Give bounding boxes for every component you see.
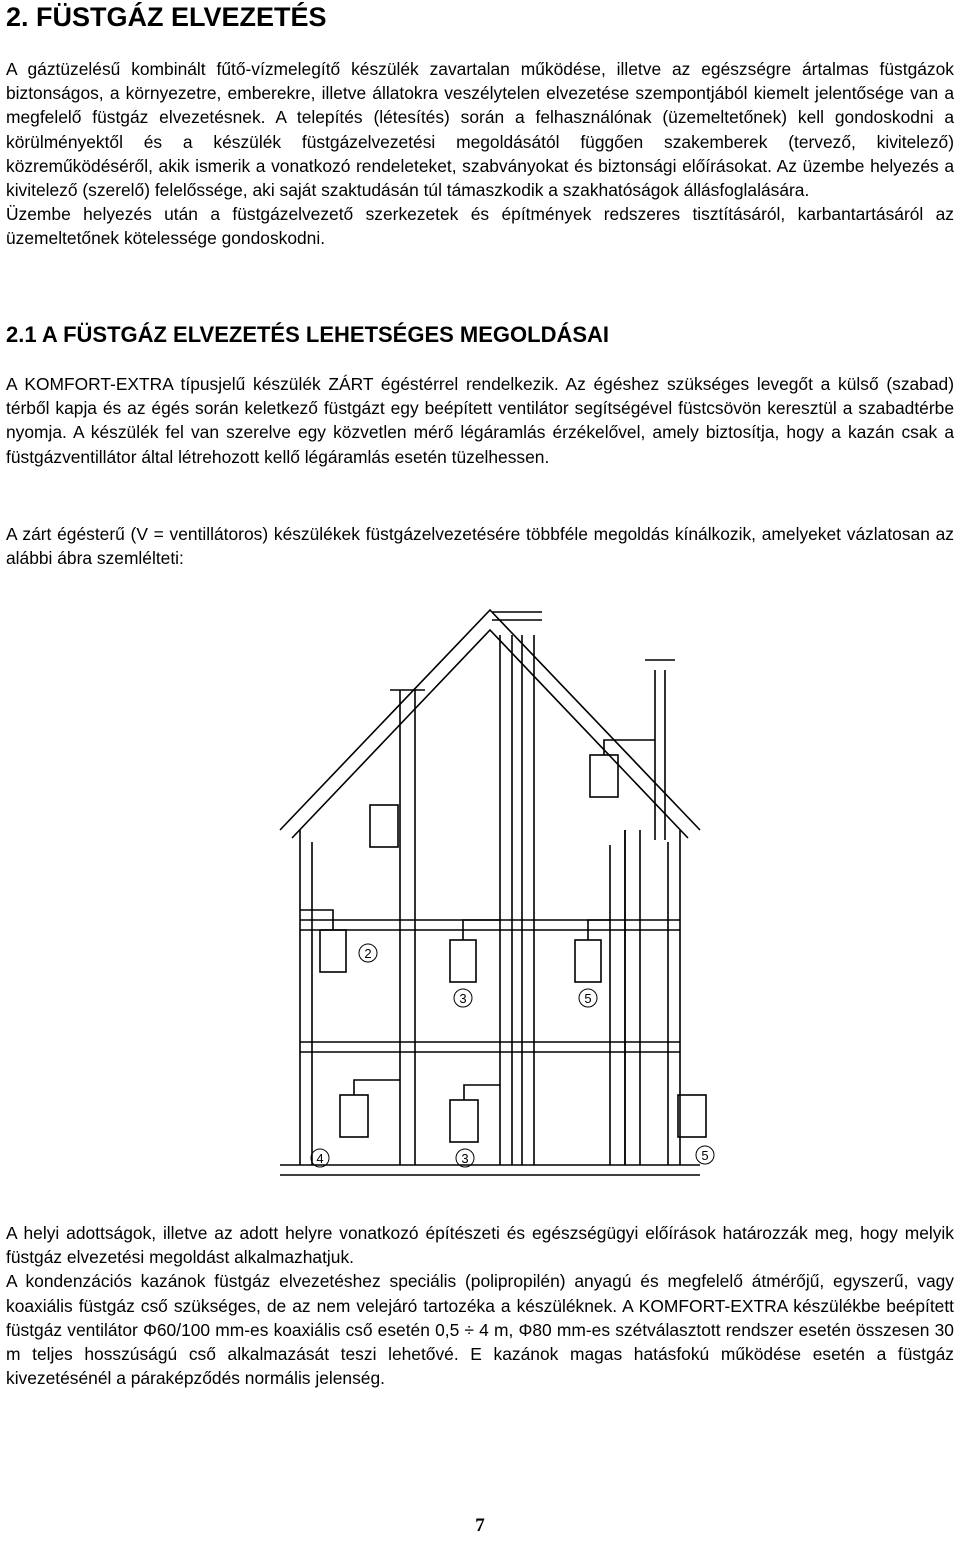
boiler-5: [590, 755, 618, 797]
boiler-8: [678, 1095, 706, 1137]
closed-combustion-sentence-3: A készülék fel van szerelve egy közvetlen mérő légáramlás érzékelővel, amely biztosítja, hogy a kazán csak a füstgázventillátor által létrehozott kellő légáramlás esetén tüzelhessen.: [6, 422, 955, 467]
boiler-2: [320, 930, 346, 972]
diameter-symbol-2: Φ: [518, 1319, 533, 1340]
boiler-3: [450, 940, 476, 982]
boiler-1: [370, 805, 398, 847]
label-2: 2: [364, 946, 372, 961]
condensing-text-c: 80 mm-es szétválasztott rendszer esetén összesen 30 m teljes hosszúságú cső alkalmazását teszi lehetővé. E kazánok magas hatásfokú működése esetén a füstgáz kivezetésénél a páraképződés normális jelenség.: [6, 1319, 954, 1389]
closed-combustion-paragraph: [6, 372, 954, 469]
intro-sentence-1: A gáztüzelésű kombinált fűtő-vízmelegítő készülék zavartalan működése, illetve az egészségre ártalmas füstgázok biztonságos, a környezetre, emberekre, illetve állatokra veszélytelen elvezetése szempontjából kiemelt jelentősége van a megfelelő füstgáz elvezetésnek.: [6, 59, 954, 128]
chimney-center: [500, 635, 534, 1165]
closed-combustion-sentence-2: Az égéshez szükséges levegőt a külső (szabad) térből kapja és az égés során keletkező füstgázt egy beépített ventilátor segítségével füstcsövön keresztül a szabadtérbe nyomja.: [6, 374, 954, 443]
terminal-caps: [390, 612, 675, 690]
condensing-text-b: 60/100 mm-es koaxiális cső esetén 0,5 ÷ 4 m,: [156, 1319, 519, 1340]
label-3b: 3: [461, 1151, 469, 1166]
chimney-mid-right: [610, 830, 625, 1165]
boiler-6: [340, 1095, 368, 1137]
diameter-symbol-1: Φ: [143, 1319, 157, 1340]
house-walls: [300, 830, 680, 1165]
closed-combustion-sentence-1: A KOMFORT-EXTRA típusjelű készülék ZÁRT égéstérrel rendelkezik.: [6, 374, 559, 394]
solutions-intro-paragraph: A zárt égésterű (V = ventillátoros) készülékek füstgázelvezetésére többféle megoldás kínálkozik, amelyeket vázlatosan az alábbi ábra szemlélteti:: [6, 524, 954, 569]
label-4: 4: [316, 1151, 324, 1166]
roof-outline: [280, 610, 700, 838]
chimney-right: [625, 670, 665, 1165]
flue-solutions-figure: [260, 590, 730, 1190]
intro-sentence-2: A telepítés (létesítés) során a felhasználónak (üzemeltetőnek) kell gondoskodni a körülményektől és a készülék füstgázelvezetési megoldásától függően szakemberek (tervező, kivitelező) közreműködéséről, akik ismerik a vonatkozó rendeleteket, szabványokat és biztonsági előírásokat.: [6, 107, 955, 176]
label-3: 3: [459, 991, 467, 1006]
section-title: 2. FÜSTGÁZ ELVEZETÉS: [6, 2, 327, 32]
label-5b: 5: [701, 1148, 709, 1163]
intro-sentence-3: Az üzembe helyezés a kivitelező (szerelő) felelőssége, aki saját szaktudásán túl támaszkodik a szakhatóságok állásfoglalására.: [6, 155, 955, 201]
boiler-7: [450, 1100, 478, 1142]
intro-paragraph: [6, 57, 954, 251]
regulations-sentence-1: A helyi adottságok, illetve az adott helyre vonatkozó építészeti és egészségügyi előírások határozzák meg, hogy melyik füstgáz elvezetési megoldást alkalmazhatjuk.: [6, 1223, 954, 1268]
subsection-title: 2.1 A FÜSTGÁZ ELVEZETÉS LEHETSÉGES MEGOLDÁSAI: [6, 322, 610, 347]
chimney-left: [400, 690, 415, 1165]
intro-sentence-4: Üzembe helyezés után a füstgázelvezető szerkezetek és építmények redszeres tisztításáról, karbantartásáról az üzemeltetőnek kötelessége gondoskodni.: [6, 204, 954, 249]
boiler-4: [575, 940, 601, 982]
label-5a: 5: [584, 991, 592, 1006]
condensing-text-a: A kondenzációs kazánok füstgáz elvezetéshez speciális (polipropilén) anyagú és megfelelő átmérőjű, egyszerű, vagy koaxiális füstgáz cső szükséges, de az nem velejáró tartozéka a készüléknek. A KOMFORT-EXTRA készülékbe beépített füstgáz ventilátor: [6, 1271, 954, 1340]
page-number: 7: [475, 1515, 485, 1536]
regulations-paragraph: [6, 1221, 954, 1390]
